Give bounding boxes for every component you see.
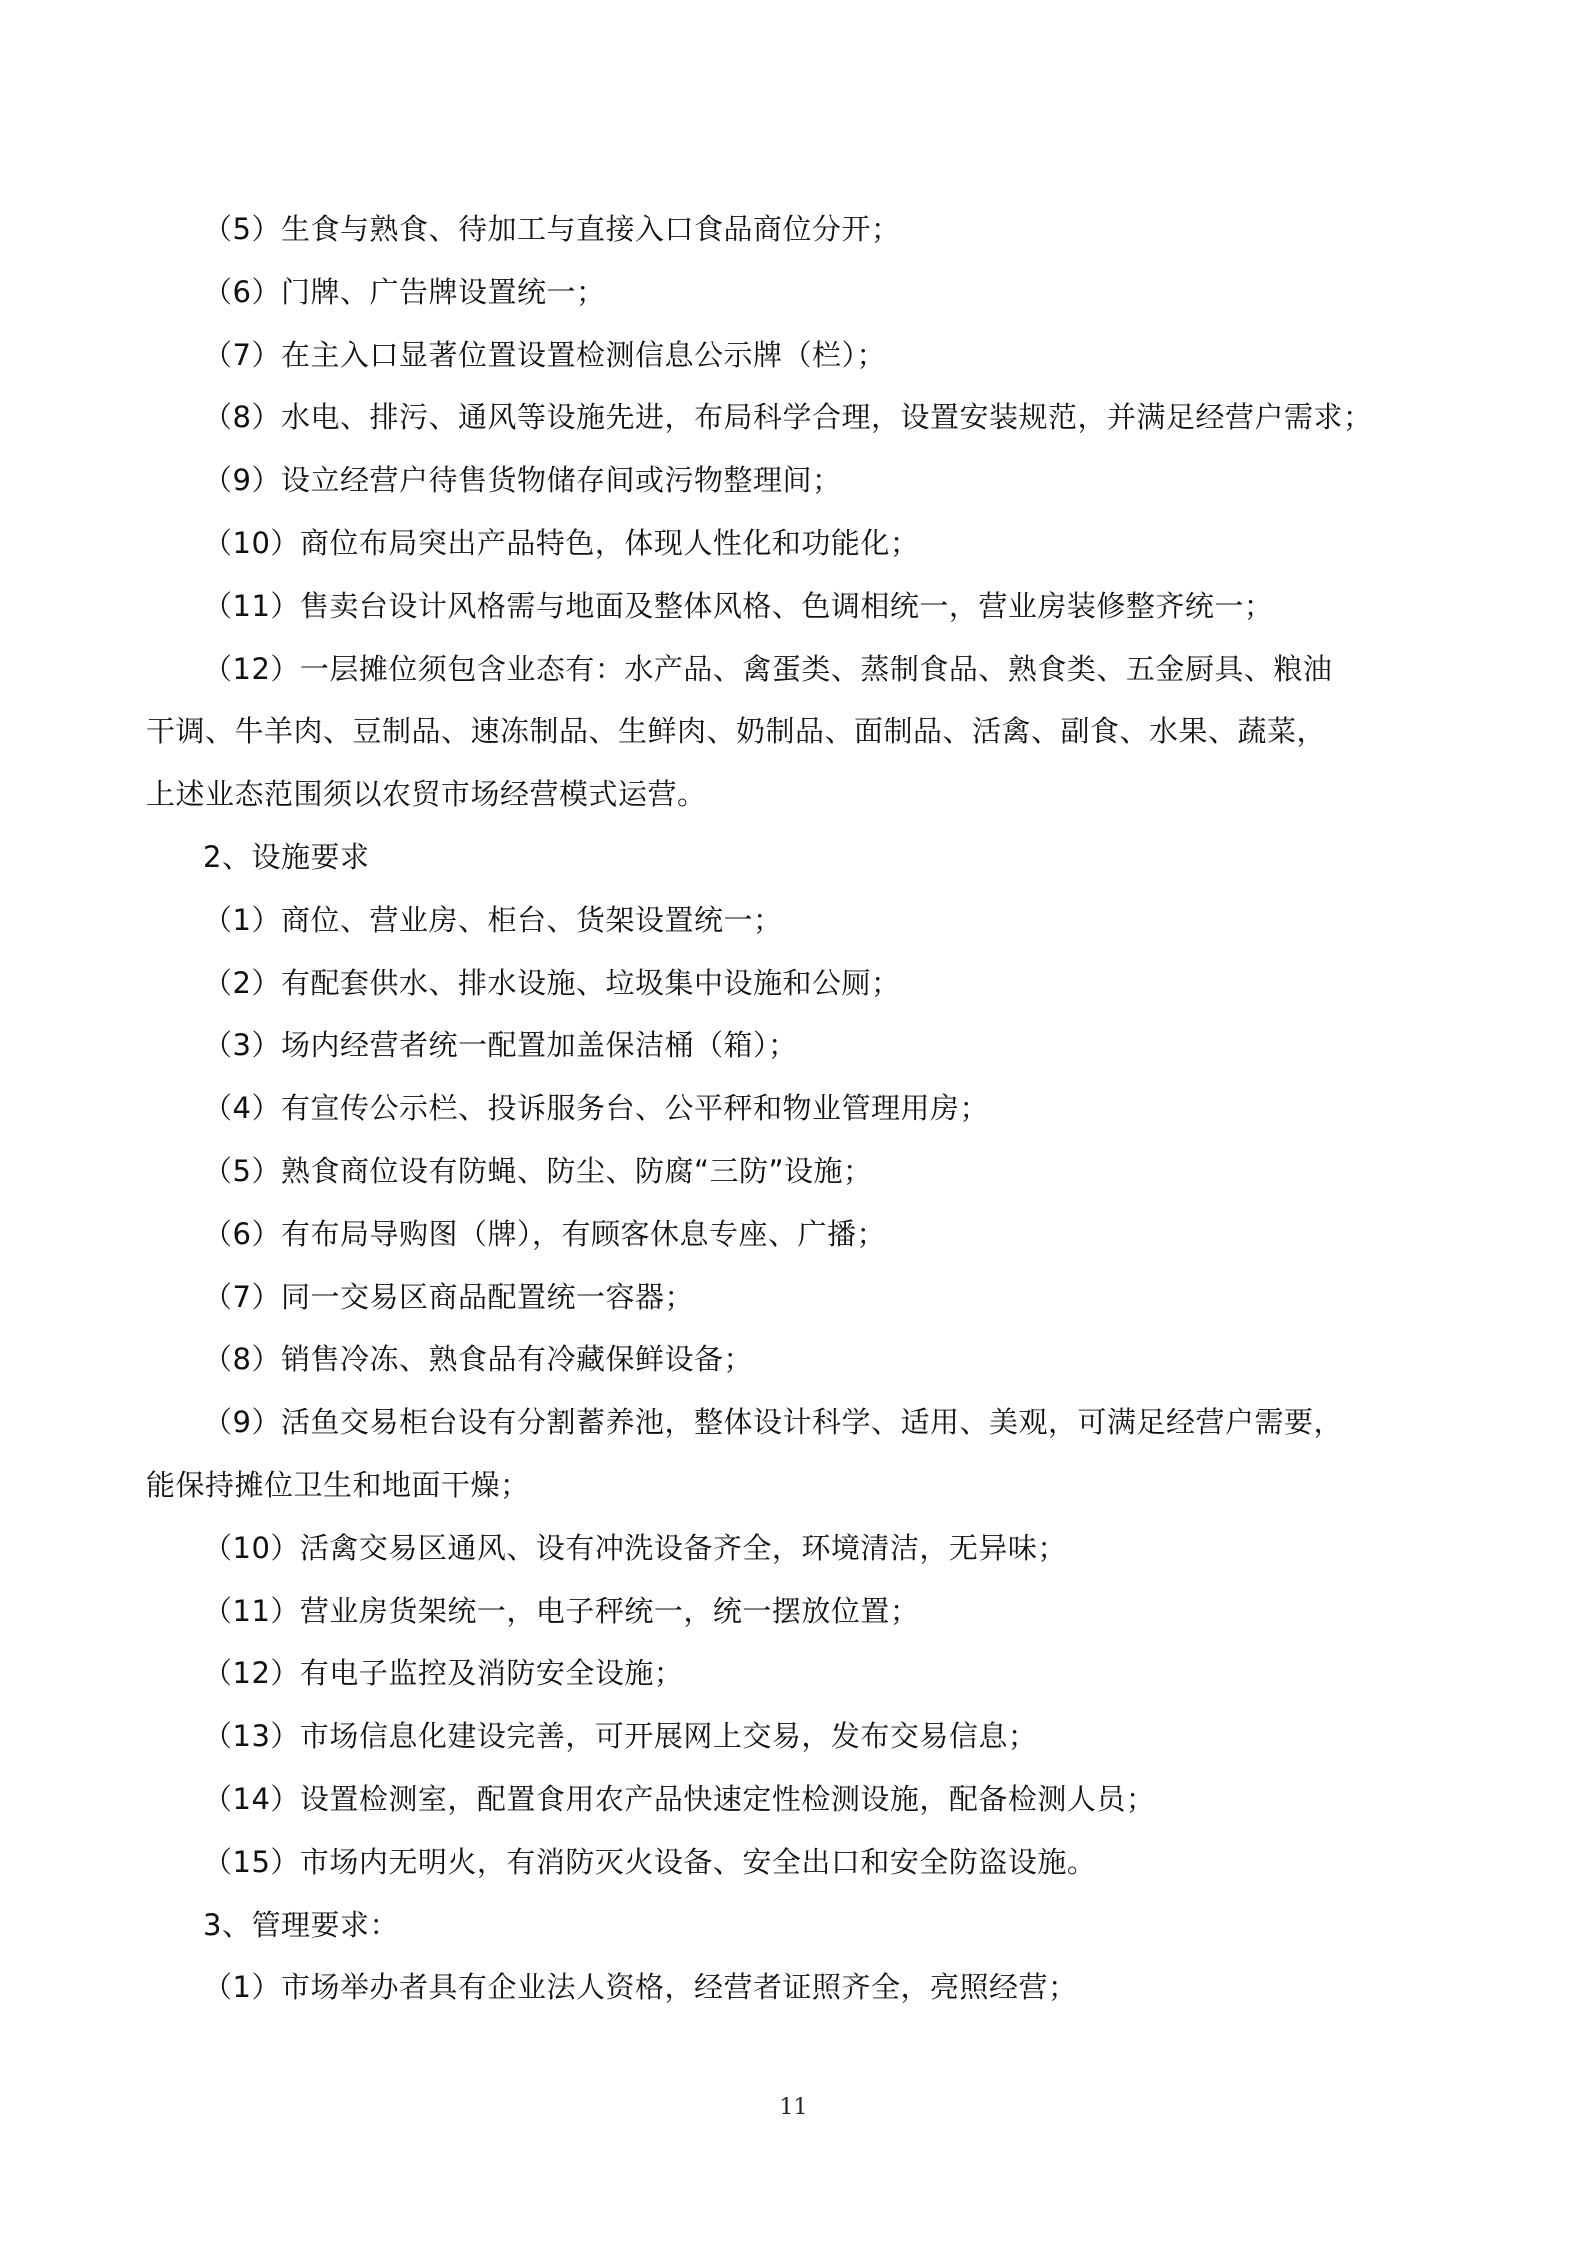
list-item-continuation: 干调、牛羊肉、豆制品、速冻制品、生鲜肉、奶制品、面制品、活禽、副食、水果、蔬菜， (146, 714, 1327, 749)
list-item: （8）水电、排污、通风等设施先进，布局科学合理，设置安装规范，并满足经营户需求； (203, 400, 1373, 435)
list-item: （5）熟食商位设有防蝇、防尘、防腐“三防”设施； (203, 1153, 873, 1188)
list-item: （7）同一交易区商品配置统一容器； (203, 1279, 694, 1314)
list-item: （12）一层摊位须包含业态有：水产品、禽蛋类、蒸制食品、熟食类、五金厨具、粮油 (203, 651, 1333, 686)
list-item: （2）有配套供水、排水设施、垃圾集中设施和公厕； (203, 965, 901, 1000)
list-item: （10）商位布局突出产品特色，体现人性化和功能化； (203, 525, 920, 560)
list-item: （6）门牌、广告牌设置统一； (203, 274, 606, 309)
list-item: （15）市场内无明火，有消防灭火设备、安全出口和安全防盗设施。 (203, 1844, 1097, 1879)
list-item: （7）在主入口显著位置设置检测信息公示牌（栏）； (203, 337, 886, 372)
list-item: （13）市场信息化建设完善，可开展网上交易，发布交易信息； (203, 1719, 1038, 1754)
list-item: （1）商位、营业房、柜台、货架设置统一； (203, 902, 783, 937)
list-item: （1）市场举办者具有企业法人资格，经营者证照齐全，亮照经营； (203, 1970, 1078, 2005)
list-item: （9）设立经营户待售货物储存间或污物整理间； (203, 463, 842, 498)
list-item: （6）有布局导购图（牌），有顾客休息专座、广播； (203, 1216, 886, 1251)
section-heading: 2、设施要求 (203, 839, 370, 874)
section-heading: 3、管理要求： (203, 1907, 399, 1942)
list-item: （9）活鱼交易柜台设有分割蓄养池，整体设计科学、适用、美观，可满足经营户需要， (203, 1405, 1343, 1440)
list-item: （5）生食与熟食、待加工与直接入口食品商位分开； (203, 212, 901, 246)
list-item: （4）有宣传公示栏、投诉服务台、公平秤和物业管理用房； (203, 1091, 989, 1126)
list-item: （10）活禽交易区通风、设有冲洗设备齐全，环境清洁，无异味； (203, 1530, 1067, 1565)
page-number: 11 (779, 2095, 808, 2120)
list-item: （11）营业房货架统一，电子秤统一，统一摆放位置； (203, 1593, 920, 1628)
list-item: （8）销售冷冻、熟食品有冷藏保鲜设备； (203, 1342, 753, 1377)
list-item-continuation: 上述业态范围须以农贸市场经营模式运营。 (146, 777, 707, 812)
body-text (146, 198, 1446, 2019)
list-item: （3）场内经营者统一配置加盖保洁桶（箱）； (203, 1028, 798, 1063)
list-item: （11）售卖台设计风格需与地面及整体风格、色调相统一，营业房装修整齐统一； (203, 588, 1274, 623)
list-item-continuation: 能保持摊位卫生和地面干燥； (146, 1467, 530, 1502)
list-item: （12）有电子监控及消防安全设施； (203, 1656, 684, 1691)
list-item: （14）设置检测室，配置食用农产品快速定性检测设施，配备检测人员； (203, 1781, 1156, 1816)
